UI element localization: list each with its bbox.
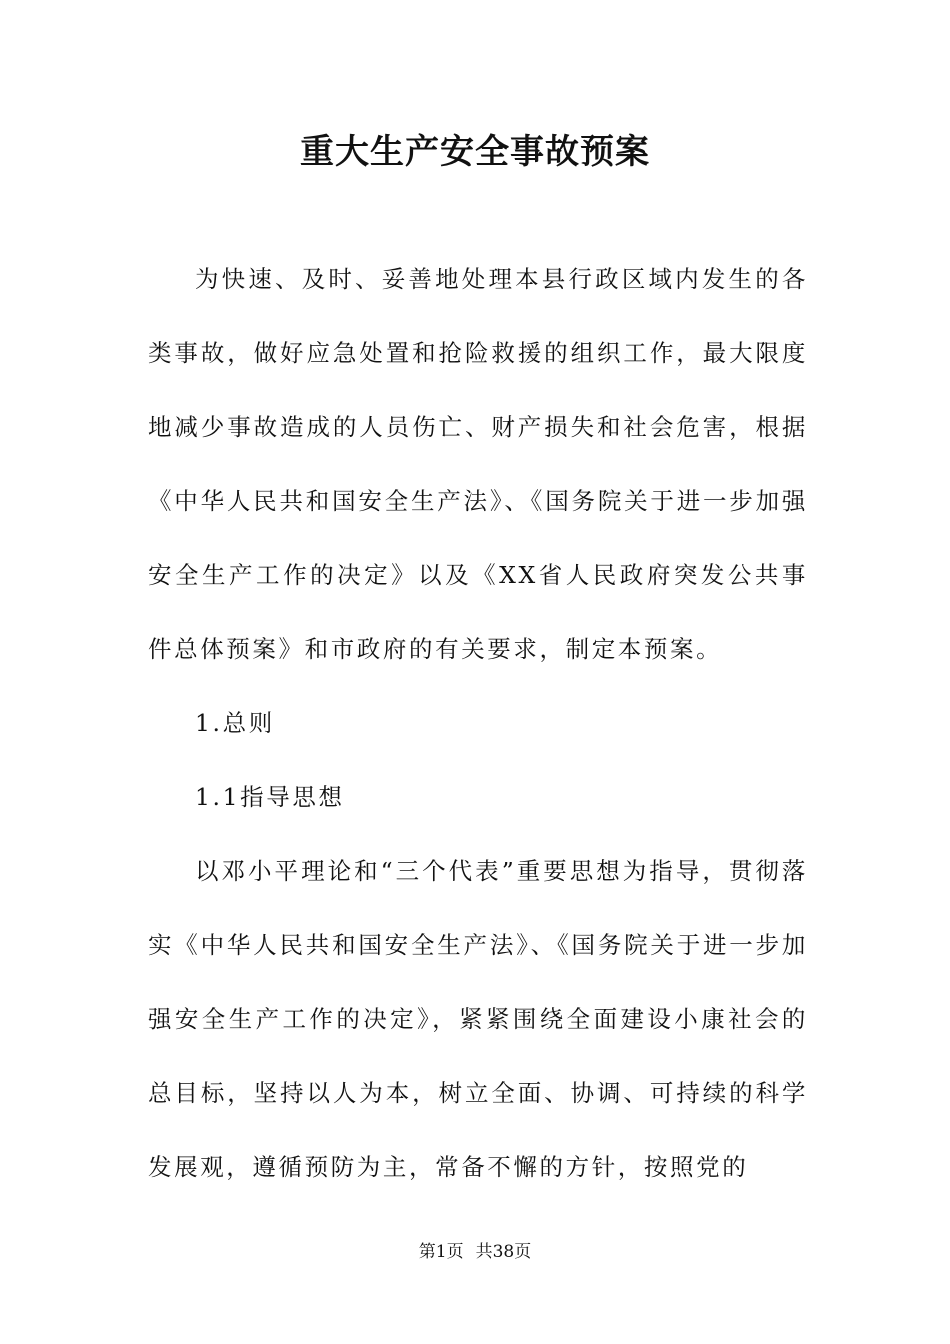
paragraph-intro: 为快速、及时、妥善地处理本县行政区域内发生的各类事故，做好应急处置和抢险救援的组织工作，最大限度地减少事故造成的人员伤亡、财产损失和社会危害，根据《中华人民共和国安全生产法》、《国务院关于进一步加强安全生产工作的决定》以及《XX省人民政府突发公共事件总体预案》和市政府的有关要求，制定本预案。 [148, 265, 808, 663]
section-heading-general: 1.总则 [195, 709, 275, 737]
document-body [148, 242, 808, 1204]
subsection-heading-guiding-ideology: 1.1指导思想 [195, 783, 345, 811]
document-title: 重大生产安全事故预案 [300, 132, 650, 172]
page-number-total: 共38页 [475, 1242, 532, 1262]
page-number-current: 第1页 [418, 1242, 464, 1262]
paragraph-guiding-ideology: 以邓小平理论和“三个代表”重要思想为指导，贯彻落实《中华人民共和国安全生产法》、《国务院关于进一步加强安全生产工作的决定》，紧紧围绕全面建设小康社会的总目标，坚持以人为本，树立全面、协调、可持续的科学发展观，遵循预防为主，常备不懈的方针，按照党的 [148, 857, 808, 1181]
page-footer [0, 1240, 950, 1264]
